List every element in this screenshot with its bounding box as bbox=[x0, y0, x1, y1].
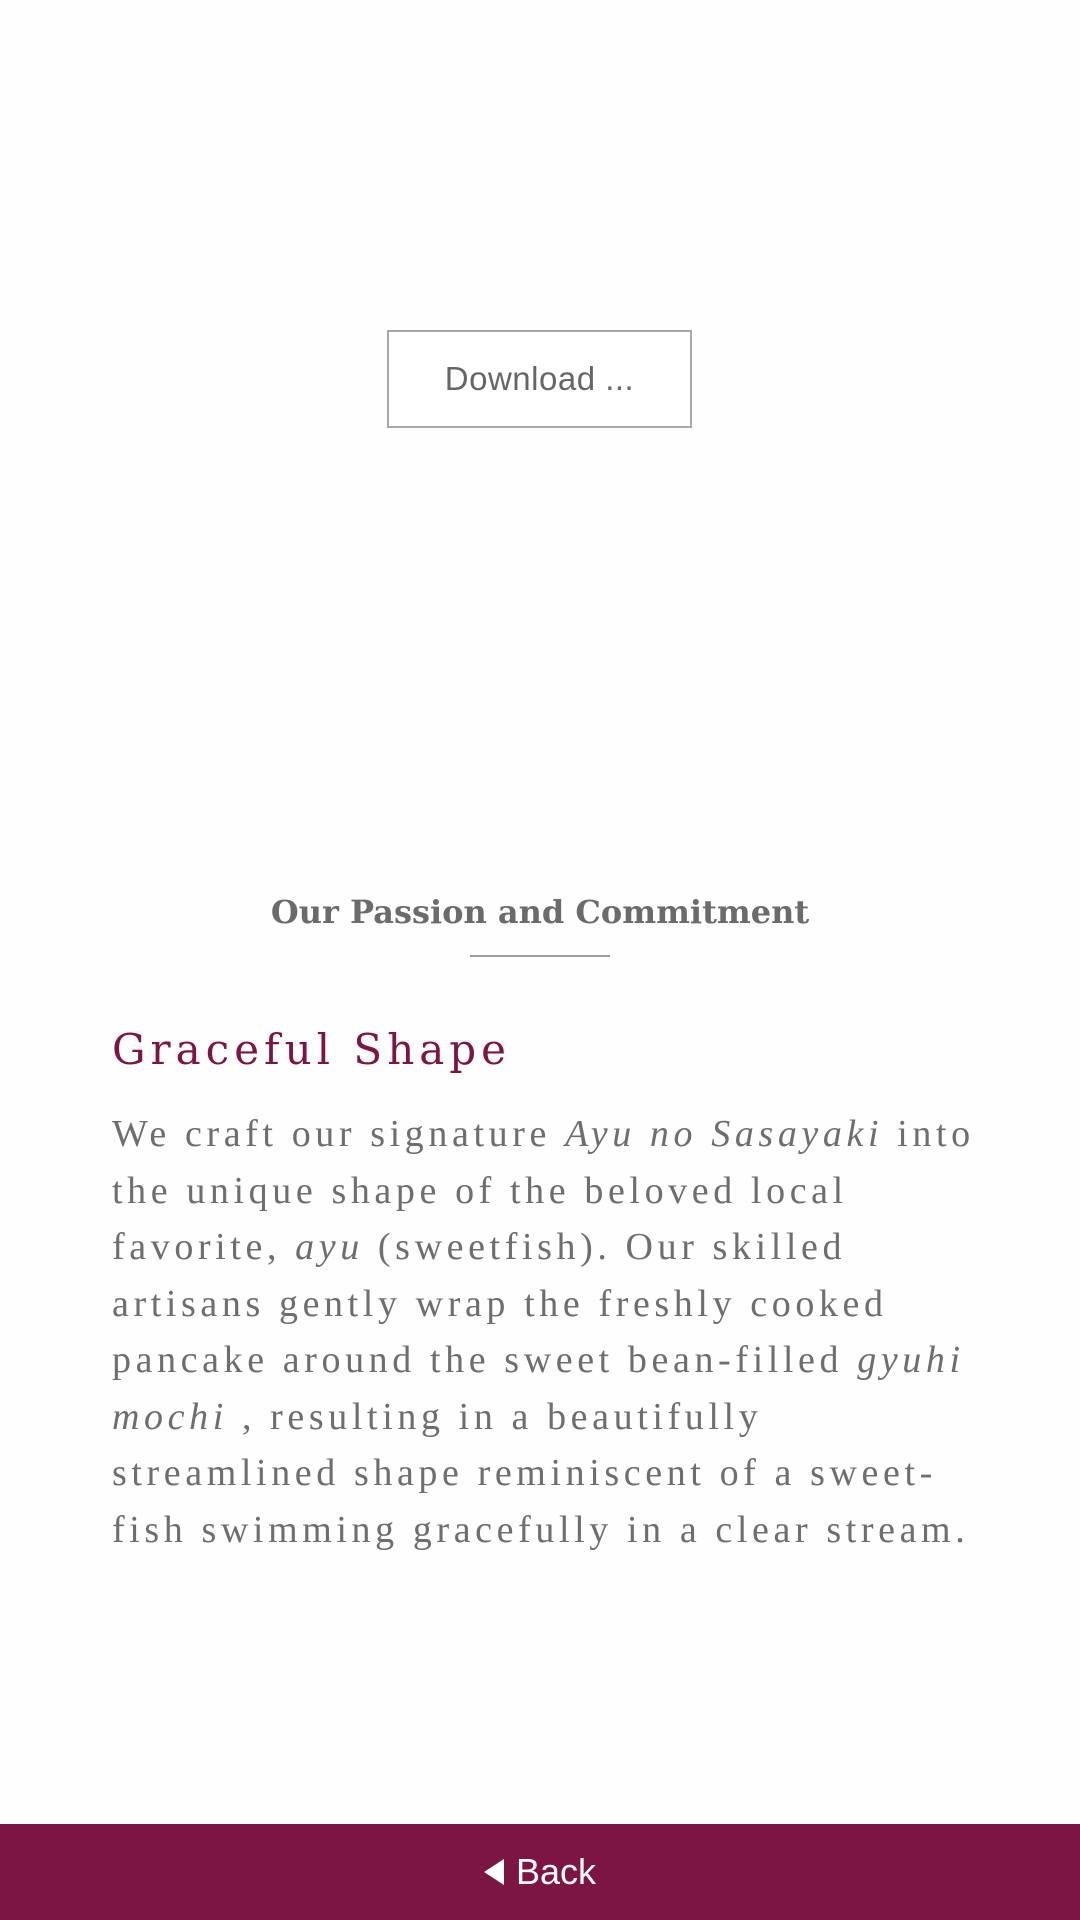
triangle-left-icon bbox=[484, 1859, 504, 1885]
title-underline bbox=[470, 955, 610, 957]
description-text-1: We craft our signature bbox=[112, 1113, 566, 1155]
feature-heading: Graceful Shape bbox=[112, 1025, 512, 1074]
download-button[interactable]: Download ... bbox=[387, 330, 692, 428]
back-button-content bbox=[484, 1851, 596, 1893]
product-name-italic: Ayu no Sasayaki bbox=[565, 1113, 884, 1155]
description-text-3: (sweetfish). Our skilled artisans gently wrap the freshly cooked pancake around the sweet bean-filled bbox=[112, 1226, 888, 1381]
section-title: Our Passion and Commitment bbox=[270, 893, 810, 931]
gyuhi-mochi-italic: gyuhi mochi bbox=[112, 1339, 965, 1438]
back-button[interactable] bbox=[0, 1824, 1080, 1920]
feature-description bbox=[112, 1106, 992, 1558]
back-label: Back bbox=[515, 1851, 597, 1892]
ayu-italic: ayu bbox=[295, 1226, 364, 1268]
description-text-2: into the unique shape of the beloved local favorite, bbox=[112, 1113, 975, 1268]
description-text-4: , resulting in a beautifully streamlined shape reminiscent of a sweet-fish swimming gracefully in a clear stream. bbox=[112, 1395, 970, 1551]
